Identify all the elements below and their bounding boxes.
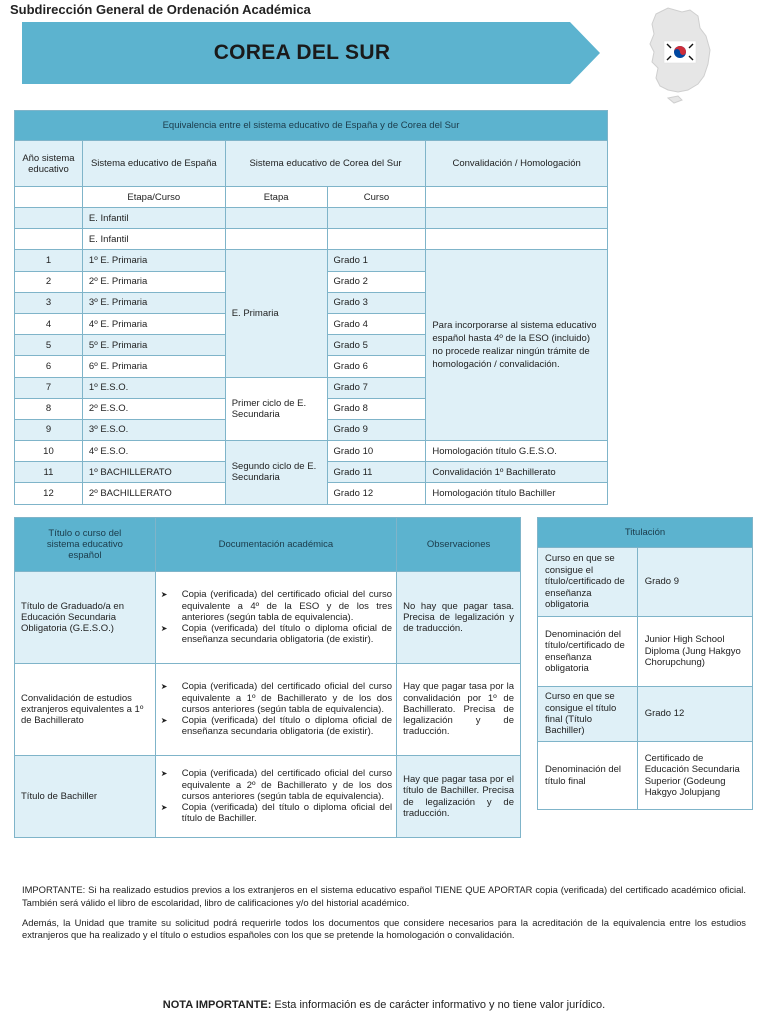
subheader-etapa: Etapa bbox=[225, 187, 327, 208]
footer-bold-label: NOTA IMPORTANTE: bbox=[162, 999, 272, 1011]
important-note: IMPORTANTE: Si ha realizado estudios previos a los extranjeros en el sistema educativo español TIENE QUE APORTAR copia (verificada) del certificado académico oficial. También será válido el libro de escolaridad, libro de calificaciones y/o del historial académico. bbox=[22, 884, 746, 908]
korea-grade: Grado 12 bbox=[327, 483, 426, 504]
table-row bbox=[15, 664, 521, 756]
arrow-bullet-icon: ➤ bbox=[160, 803, 168, 813]
column-header-year: Año sistema educativo bbox=[15, 141, 83, 187]
spain-course: 2º E. Primaria bbox=[82, 271, 225, 292]
table-row: 1 1º E. Primaria E. Primaria Grado 1 Para incorporarse al sistema educativo español hasta 4º de la ESO (incluido) no procede realizar ningún trámite de homologación / convalidación. bbox=[15, 250, 608, 271]
spain-course: E. Infantil bbox=[82, 229, 225, 250]
equivalence-table-title: Equivalencia entre el sistema educativo de España y de Corea del Sur bbox=[15, 111, 608, 141]
titulacion-table bbox=[537, 517, 753, 810]
column-header-korea: Sistema educativo de Corea del Sur bbox=[225, 141, 426, 187]
column-header-observations: Observaciones bbox=[397, 518, 521, 572]
korea-grade: Grado 10 bbox=[327, 441, 426, 462]
title-name: Título de Graduado/a en Educación Secundaria Obligatoria (G.E.S.O.) bbox=[15, 572, 156, 664]
spain-course: 3º E.S.O. bbox=[82, 419, 225, 440]
titulacion-value: Certificado de Educación Secundaria Superior (Godeung Hakgyo Jolupjang bbox=[637, 742, 752, 810]
additional-note: Además, la Unidad que tramite su solicitud podrá requerirle todos los documentos que considere necesarios para la acreditación de la equivalencia entre los estudios extranjeros que ha realizado y el título o estudios españoles con los que se pretende la homologación o convalidación. bbox=[22, 916, 746, 941]
table-row bbox=[538, 742, 753, 810]
list-item: ➤ Copia (verificada) del título o diploma oficial del título de Bachiller. bbox=[160, 802, 393, 825]
convalidation-11: Convalidación 1º Bachillerato bbox=[426, 462, 608, 483]
spain-course: 2º E.S.O. bbox=[82, 398, 225, 419]
spain-course: E. Infantil bbox=[82, 208, 225, 229]
convalidation-note: Para incorporarse al sistema educativo español hasta 4º de la ESO (incluido) no procede realizar ningún trámite de homologación / convalidación. bbox=[426, 250, 608, 441]
country-title: COREA DEL SUR bbox=[213, 41, 391, 64]
table-row: 11 1º BACHILLERATO Grado 11 Convalidación 1º Bachillerato bbox=[15, 462, 608, 483]
convalidation-10: Homologación título G.E.S.O. bbox=[426, 441, 608, 462]
korea-grade: Grado 2 bbox=[327, 271, 426, 292]
table-row: 8 2º E.S.O. Grado 8 bbox=[15, 398, 608, 419]
titulacion-value: Grado 9 bbox=[637, 548, 752, 617]
spain-course: 1º E. Primaria bbox=[82, 250, 225, 271]
spain-course: 4º E.S.O. bbox=[82, 441, 225, 462]
title-name: Título de Bachiller bbox=[15, 756, 156, 838]
subheader-etapa-curso: Etapa/Curso bbox=[82, 187, 225, 208]
footer-disclaimer bbox=[0, 999, 768, 1011]
table-row: 7 1º E.S.O. Primer ciclo de E. Secundaria Grado 7 bbox=[15, 377, 608, 398]
observations: No hay que pagar tasa. Precisa de legalización y de traducción. bbox=[397, 572, 521, 664]
table-row bbox=[15, 756, 521, 838]
korea-grade: Grado 3 bbox=[327, 292, 426, 313]
list-item: ➤ Copia (verificada) del título o diploma oficial de enseñanza secundaria obligatoria (de existir). bbox=[160, 715, 393, 738]
titulacion-value: Junior High School Diploma (Jung Hakgyo Chorupchung) bbox=[637, 617, 752, 687]
spain-course: 4º E. Primaria bbox=[82, 313, 225, 334]
notes-section bbox=[22, 884, 746, 949]
footer-text: Esta información es de carácter informativo y no tiene valor jurídico. bbox=[271, 999, 606, 1011]
titulacion-label: Denominación del título/certificado de enseñanza obligatoria bbox=[538, 617, 638, 687]
list-item: ➤ Copia (verificada) del certificado oficial del curso equivalente a 1º de Bachillerato y de los dos cursos anteriores (según tabla de equivalencia). bbox=[160, 681, 393, 715]
organization-title: Subdirección General de Ordenación Académica bbox=[10, 2, 311, 17]
table-row: 3 3º E. Primaria Grado 3 bbox=[15, 292, 608, 313]
arrow-bullet-icon: ➤ bbox=[160, 682, 168, 692]
table-row: 9 3º E.S.O. Grado 9 bbox=[15, 419, 608, 440]
korea-grade: Grado 8 bbox=[327, 398, 426, 419]
country-banner bbox=[22, 22, 600, 84]
list-item: ➤ Copia (verificada) del certificado oficial del curso equivalente a 4º de la ESO y de los tres anteriores (según tabla de equivalencia). bbox=[160, 589, 393, 623]
stage-primaria: E. Primaria bbox=[225, 250, 327, 377]
korea-grade: Grado 1 bbox=[327, 250, 426, 271]
stage-segundo-ciclo: Segundo ciclo de E. Secundaria bbox=[225, 441, 327, 505]
subheader-curso: Curso bbox=[327, 187, 426, 208]
titulacion-header: Titulación bbox=[538, 518, 753, 548]
table-row bbox=[538, 617, 753, 687]
korea-grade: Grado 9 bbox=[327, 419, 426, 440]
table-row bbox=[538, 687, 753, 742]
list-item: ➤ Copia (verificada) del certificado oficial del curso equivalente a 2º de Bachillerato y de los dos cursos anteriores (según tabla de equivalencia). bbox=[160, 768, 393, 802]
list-item: ➤ Copia (verificada) del título o diploma oficial de enseñanza secundaria obligatoria (de existir). bbox=[160, 623, 393, 646]
korea-grade: Grado 4 bbox=[327, 313, 426, 334]
arrow-bullet-icon: ➤ bbox=[160, 590, 168, 600]
equivalence-table bbox=[14, 110, 608, 505]
table-row bbox=[15, 229, 608, 250]
table-row: 5 5º E. Primaria Grado 5 bbox=[15, 335, 608, 356]
table-row: 6 6º E. Primaria Grado 6 bbox=[15, 356, 608, 377]
spain-course: 1º E.S.O. bbox=[82, 377, 225, 398]
titulacion-label: Curso en que se consigue el título/certificado de enseñanza obligatoria bbox=[538, 548, 638, 617]
arrow-bullet-icon: ➤ bbox=[160, 769, 168, 779]
korea-grade: Grado 7 bbox=[327, 377, 426, 398]
korea-map-flag-icon bbox=[638, 6, 720, 106]
korea-grade: Grado 11 bbox=[327, 462, 426, 483]
table-row: 12 2º BACHILLERATO Grado 12 Homologación título Bachiller bbox=[15, 483, 608, 504]
observations: Hay que pagar tasa por el título de Bachiller. Precisa de legalización y de traducción. bbox=[397, 756, 521, 838]
stage-primer-ciclo: Primer ciclo de E. Secundaria bbox=[225, 377, 327, 441]
table-row: 4 4º E. Primaria Grado 4 bbox=[15, 313, 608, 334]
spain-course: 6º E. Primaria bbox=[82, 356, 225, 377]
table-row: 10 4º E.S.O. Segundo ciclo de E. Secundaria Grado 10 Homologación título G.E.S.O. bbox=[15, 441, 608, 462]
table-row bbox=[538, 548, 753, 617]
documentation-table bbox=[14, 517, 521, 838]
convalidation-12: Homologación título Bachiller bbox=[426, 483, 608, 504]
observations: Hay que pagar tasa por la convalidación por 1º de Bachillerato. Precisa de legalización y de traducción. bbox=[397, 664, 521, 756]
column-header-title: Título o curso del sistema educativo español bbox=[15, 518, 156, 572]
table-row bbox=[15, 208, 608, 229]
column-header-docs: Documentación académica bbox=[155, 518, 396, 572]
titulacion-label: Curso en que se consigue el título final (Título Bachiller) bbox=[538, 687, 638, 742]
korea-grade: Grado 6 bbox=[327, 356, 426, 377]
spain-course: 1º BACHILLERATO bbox=[82, 462, 225, 483]
arrow-bullet-icon: ➤ bbox=[160, 716, 168, 726]
table-row: 2 2º E. Primaria Grado 2 bbox=[15, 271, 608, 292]
titulacion-label: Denominación del título final bbox=[538, 742, 638, 810]
spain-course: 5º E. Primaria bbox=[82, 335, 225, 356]
korea-grade: Grado 5 bbox=[327, 335, 426, 356]
table-row bbox=[15, 572, 521, 664]
arrow-bullet-icon: ➤ bbox=[160, 624, 168, 634]
column-header-convalidation: Convalidación / Homologación bbox=[426, 141, 608, 187]
column-header-spain: Sistema educativo de España bbox=[82, 141, 225, 187]
spain-course: 2º BACHILLERATO bbox=[82, 483, 225, 504]
title-name: Convalidación de estudios extranjeros equivalentes a 1º de Bachillerato bbox=[15, 664, 156, 756]
titulacion-value: Grado 12 bbox=[637, 687, 752, 742]
spain-course: 3º E. Primaria bbox=[82, 292, 225, 313]
